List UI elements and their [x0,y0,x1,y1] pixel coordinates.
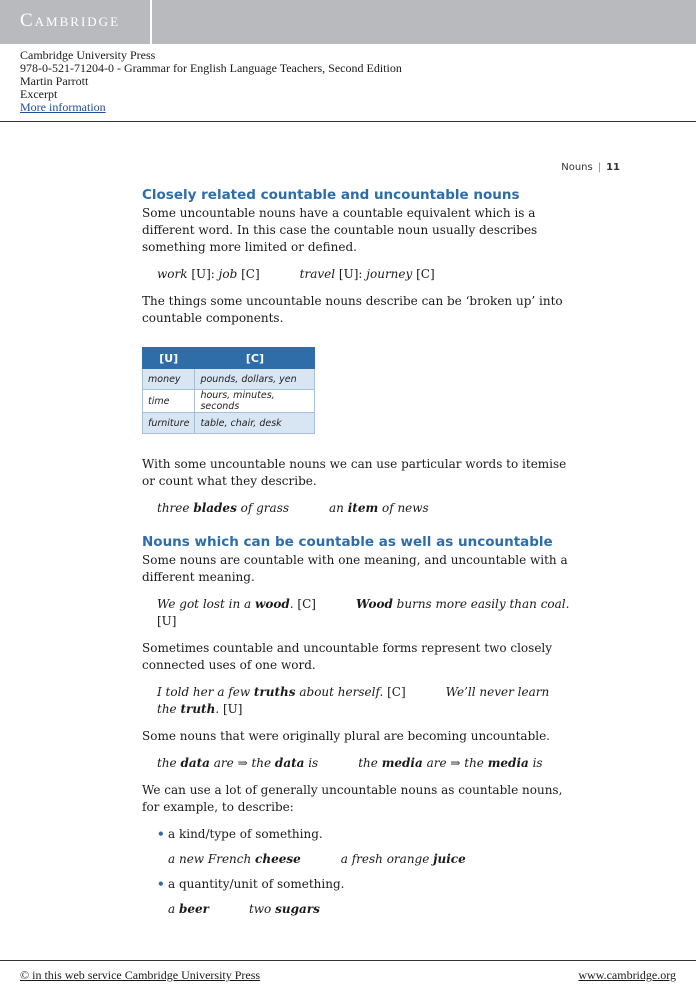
example-text: about herself. [295,685,384,699]
example-keyword: media [381,756,423,770]
table-header-row [143,348,315,369]
example-text: We’ll never learn the [157,685,550,716]
example-tag: [C] [293,597,316,611]
example-keyword: truth [180,702,216,716]
paragraph: Sometimes countable and uncountable forms represent two closely connected uses of one word. [142,641,553,672]
section-title-both: Nouns which can be countable as well as uncountable [142,534,553,550]
list-item-text: a quantity/unit of something. [168,877,345,891]
example-keyword: Wood [355,597,393,611]
example-keyword: juice [433,852,466,866]
cambridge-url-link[interactable]: www.cambridge.org [578,968,676,982]
cambridge-logo: Cambridge [20,10,121,31]
section-title-related: Closely related countable and uncountable nouns [142,187,520,203]
table-row [143,390,315,413]
example-tag: [C] [237,267,260,281]
example-text: We got lost in a [157,597,256,611]
example-text: of grass [236,501,290,515]
example-keyword: sugars [275,902,320,916]
header-divider [0,121,696,122]
example-word: travel [299,267,336,281]
example-keyword: item [347,501,379,515]
paragraph: The things some uncountable nouns describe can be ‘broken up’ into countable components. [142,294,563,325]
example-keyword: wood [255,597,290,611]
copyright-link[interactable]: © in this web service Cambridge University Press [20,968,261,982]
page-content [142,186,572,918]
example-line [142,596,572,630]
example-text: is [304,756,319,770]
example-line [142,755,572,772]
example-text: are ⇒ the [422,756,488,770]
example-keyword: data [274,756,305,770]
example-tag: [U]: [335,267,367,281]
publisher: Cambridge University Press [20,48,156,62]
example-text: a new French [168,852,256,866]
list-item [142,826,572,843]
table-cell: furniture [143,413,195,434]
paragraph: We can use a lot of generally uncountable nouns as countable nouns, for example, to describe: [142,783,563,814]
table-row [143,369,315,390]
footer-divider [0,960,696,961]
brand-box [0,0,152,44]
paragraph: With some uncountable nouns we can use particular words to itemise or count what they describe. [142,457,567,488]
example-keyword: cheese [255,852,301,866]
example-keyword: data [180,756,210,770]
example-line [142,684,572,718]
example-keyword: beer [178,902,209,916]
isbn-title: 978-0-521-71204-0 - Grammar for English Language Teachers, Second Edition [20,61,402,75]
paragraph: Some uncountable nouns have a countable equivalent which is a different word. In this case the countable noun usually describes something more limited or defined. [142,206,538,254]
example-keyword: media [487,756,529,770]
paragraph: Some nouns that were originally plural are becoming uncountable. [142,729,550,743]
example-text: an [329,501,348,515]
example-text: three [157,501,194,515]
example-text: . [215,702,220,716]
example-line [142,901,572,918]
list-item-text: a kind/type of something. [168,827,323,841]
paragraph: Some nouns are countable with one meaning, and uncountable with a different meaning. [142,553,568,584]
example-line [142,266,572,283]
example-text: burns more easily than coal. [392,597,570,611]
list-item [142,876,572,893]
example-text: the [358,756,382,770]
example-line [142,500,572,517]
example-tag: [U]: [187,267,219,281]
table-cell: money [143,369,195,390]
running-separator: | [597,162,602,173]
table-cell: table, chair, desk [195,413,315,434]
running-header [561,162,620,173]
example-tag: [C] [412,267,435,281]
countable-components-table [142,347,315,434]
table-cell: hours, minutes, seconds [195,390,315,413]
publication-meta [20,49,402,114]
example-text: a [168,902,179,916]
example-text: . [289,597,294,611]
example-keyword: truths [253,685,296,699]
example-tag: [U] [157,614,177,628]
bullet-icon: • [157,827,165,841]
table-cell: pounds, dollars, yen [195,369,315,390]
table-row [143,413,315,434]
table-header-c: [C] [195,348,315,369]
more-information-link[interactable]: More information [20,100,106,114]
author: Martin Parrott [20,74,89,88]
example-line [142,851,572,868]
bullet-icon: • [157,877,165,891]
example-tag: [U] [219,702,243,716]
example-text: a fresh orange [340,852,434,866]
page-number: 11 [606,162,620,173]
example-text: I told her a few [157,685,254,699]
running-section: Nouns [561,162,593,173]
example-text: of news [378,501,429,515]
example-text: the [157,756,181,770]
example-word: journey [366,267,413,281]
table-cell: time [143,390,195,413]
example-text: is [528,756,543,770]
example-word: work [157,267,188,281]
example-tag: [C] [383,685,406,699]
example-keyword: blades [193,501,237,515]
example-text: two [248,902,276,916]
example-text: are ⇒ the [209,756,275,770]
excerpt-label: Excerpt [20,87,58,101]
table-header-u: [U] [143,348,195,369]
example-word: job [218,267,238,281]
